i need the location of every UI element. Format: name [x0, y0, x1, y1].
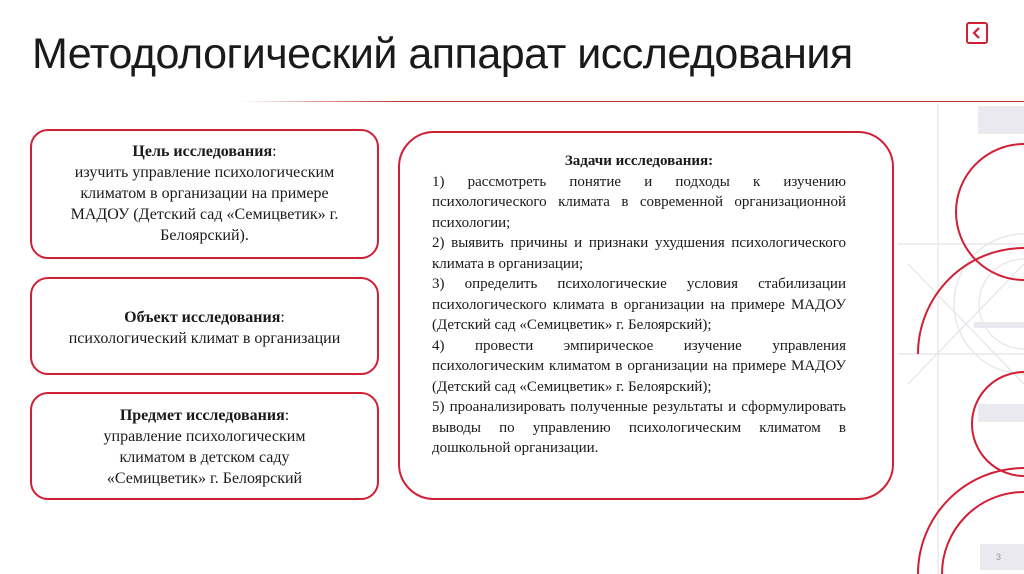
object-heading-punct: : — [280, 309, 285, 326]
task-item-4: 4) провести эмпирическое изучение управления психологическим климатом в организации на примере МАДОУ (Детский сад «Семицветик» г. Белоярский); — [432, 337, 846, 395]
subject-box — [30, 392, 379, 500]
page-number: 3 — [996, 552, 1002, 562]
task-item-3: 3) определить психологические условия стабилизации психологического климата в организации на примере МАДОУ (Детский сад «Семицветик» г. Белоярский); — [432, 276, 846, 333]
decorative-pattern — [898, 104, 1024, 574]
subject-text: управление психологическим климатом в детском саду «Семицветик» г. Белоярский — [103, 428, 306, 487]
task-item-1: 1) рассмотреть понятие и подходы к изучению психологического климата в современной организационной психологии; — [432, 173, 846, 231]
goal-heading-punct: : — [272, 143, 277, 160]
object-text: психологический климат в организации — [68, 330, 341, 347]
goal-box — [30, 129, 379, 259]
goal-heading: Цель исследования — [132, 143, 273, 160]
title-divider — [240, 101, 1024, 102]
chevron-left-icon — [971, 27, 983, 39]
goal-text: изучить управление психологическим климатом в организации на примере МАДОУ (Детский сад «Семицветик» г. Белоярский). — [70, 164, 339, 244]
subject-heading: Предмет исследования — [119, 407, 285, 424]
tasks-heading: Задачи исследования: — [564, 153, 714, 169]
subject-heading-punct: : — [284, 407, 290, 424]
task-item-2: 2) выявить причины и признаки ухудшения психологического климата в организации; — [432, 235, 846, 272]
tasks-box — [398, 131, 894, 500]
task-item-5: 5) проанализировать полученные результаты и сформулировать выводы по управлению психологическим климатом в дошкольной организации. — [432, 399, 846, 456]
object-heading: Объект исследования — [124, 309, 281, 326]
slide-title: Методологический аппарат исследования — [32, 30, 853, 78]
back-button[interactable] — [966, 22, 988, 44]
object-box — [30, 277, 379, 375]
